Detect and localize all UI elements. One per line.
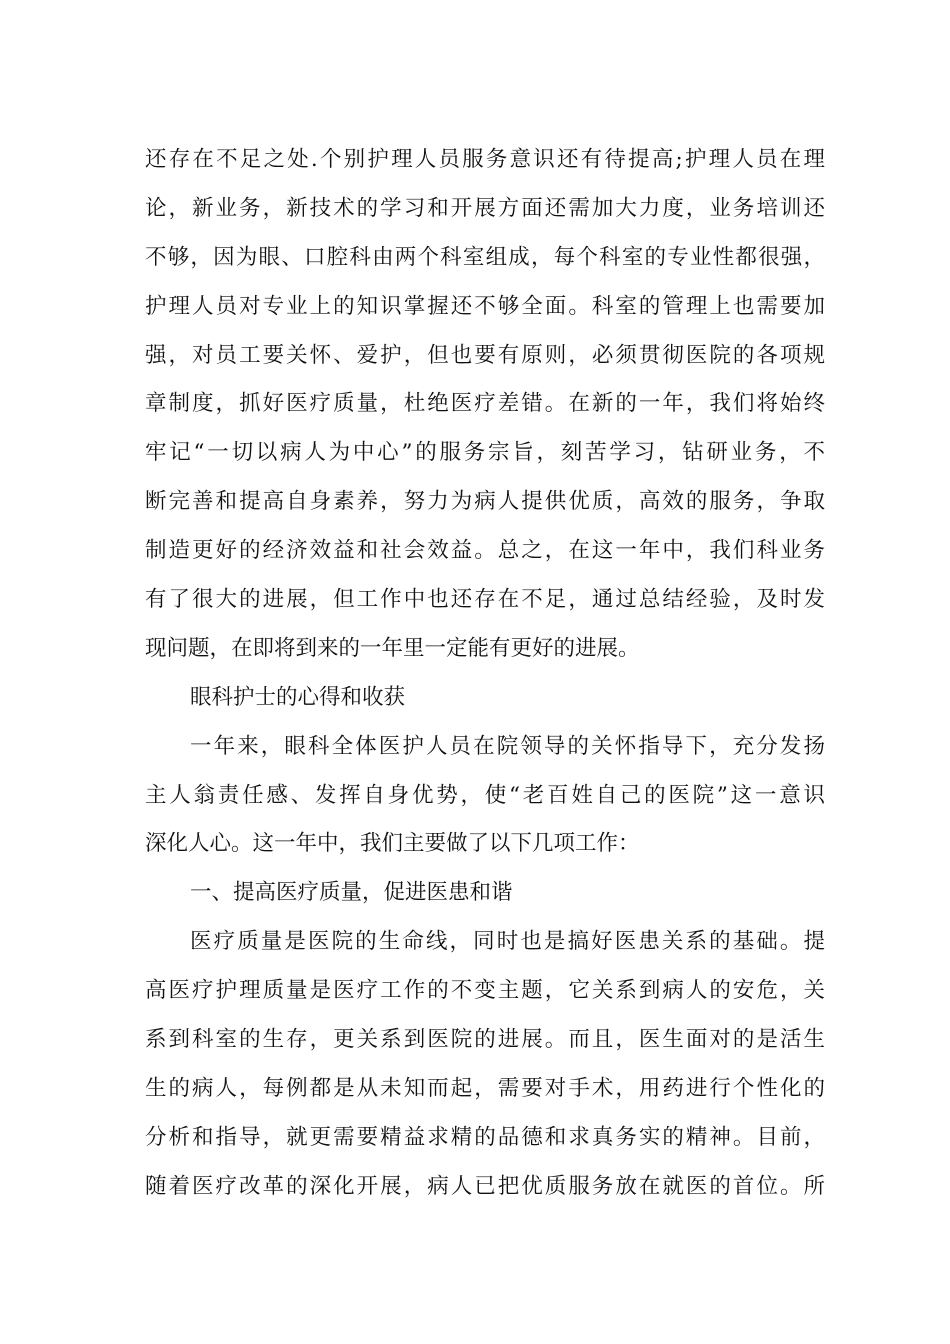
text-line: 系到科室的生存，更关系到医院的进展。而且，医生面对的是活生 (145, 1027, 825, 1053)
text-line: 高医疗护理质量是医疗工作的不变主题，它关系到病人的安危，关 (145, 978, 825, 1004)
text-line: 分析和指导，就更需要精益求精的品德和求真务实的精神。目前， (145, 1124, 825, 1150)
section-heading: 一、提高医疗质量，促进医患和谐 (190, 880, 513, 906)
text-line: 生的病人，每例都是从未知而起，需要对手术，用药进行个性化的 (145, 1075, 825, 1101)
text-line: 制造更好的经济效益和社会效益。总之，在这一年中，我们科业务 (145, 538, 825, 564)
body-text (145, 136, 825, 1212)
text-line: 随着医疗改革的深化开展，病人已把优质服务放在就医的首位。所 (145, 1173, 825, 1199)
section-heading: 眼科护士的心得和收获 (190, 684, 406, 710)
text-line: 护理人员对专业上的知识掌握还不够全面。科室的管理上也需要加 (145, 293, 825, 319)
text-line: 主人翁责任感、发挥自身优势，使“老百姓自己的医院”这一意识 (145, 782, 825, 808)
text-line: 深化人心。这一年中，我们主要做了以下几项工作： (145, 831, 640, 857)
text-line: 论，新业务，新技术的学习和开展方面还需加大力度，业务培训还 (145, 195, 825, 221)
text-line: 有了很大的进展，但工作中也还存在不足，通过总结经验，及时发 (145, 587, 825, 613)
text-line: 章制度，抓好医疗质量，杜绝医疗差错。在新的一年，我们将始终 (145, 391, 825, 417)
text-line: 一年来，眼科全体医护人员在院领导的关怀指导下，充分发扬 (190, 733, 825, 759)
text-line: 现问题，在即将到来的一年里一定能有更好的进展。 (145, 635, 640, 661)
text-line: 强，对员工要关怀、爱护，但也要有原则，必须贯彻医院的各项规 (145, 342, 825, 368)
text-line: 不够，因为眼、口腔科由两个科室组成，每个科室的专业性都很强， (145, 244, 825, 270)
text-line: 医疗质量是医院的生命线，同时也是搞好医患关系的基础。提 (190, 929, 825, 955)
text-line: 牢记“一切以病人为中心”的服务宗旨，刻苦学习，钻研业务，不 (145, 440, 825, 466)
text-line: 断完善和提高自身素养，努力为病人提供优质，高效的服务，争取 (145, 489, 825, 515)
text-line: 还存在不足之处.个别护理人员服务意识还有待提高;护理人员在理 (145, 147, 825, 172)
